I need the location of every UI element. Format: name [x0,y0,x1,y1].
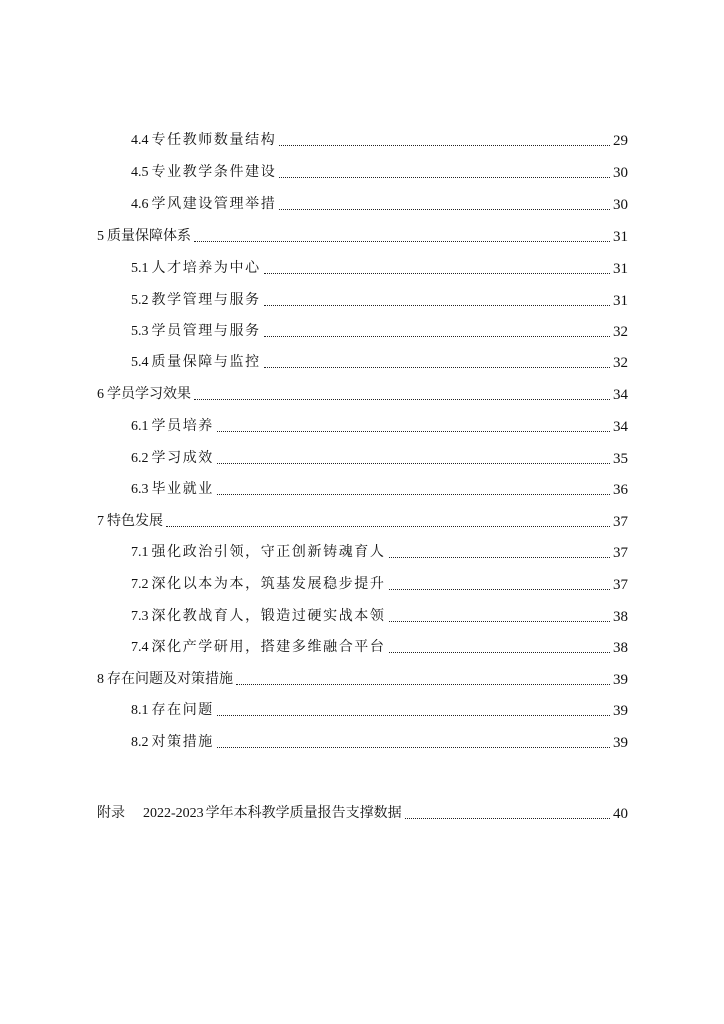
toc-page-number: 37 [613,545,628,561]
dot-leader [217,747,610,748]
toc-entry-title: 7 特色发展 [97,513,163,529]
toc-entry-8-1[interactable] [131,700,628,720]
toc-entry-8[interactable] [97,669,628,689]
appendix-year: 2022-2023 [143,806,204,821]
dot-leader [194,241,610,242]
toc-entry-title: 6.2 学习成效 [131,450,214,466]
toc-page-number: 29 [613,133,628,149]
toc-page-number: 39 [613,735,628,751]
toc-entry-5-1[interactable] [131,258,628,278]
toc-entry-6-2[interactable] [131,448,628,468]
toc-page-number: 36 [613,482,628,498]
toc-entry-5-4[interactable] [131,352,628,372]
toc-entry-title: 6.1 学员培养 [131,418,214,434]
appendix-label: 附录 [97,805,125,821]
dot-leader [279,209,610,210]
dot-leader [389,621,611,622]
toc-page-number: 34 [613,419,628,435]
dot-leader [405,818,610,819]
toc-entry-6-1[interactable] [131,416,628,436]
toc-entry-6[interactable] [97,384,628,404]
toc-entry-7-3[interactable] [131,606,628,626]
dot-leader [389,652,611,653]
toc-entry-4-4[interactable] [131,130,628,150]
toc-entry-title: 5.2 教学管理与服务 [131,292,261,308]
dot-leader [264,367,610,368]
toc-entry-5[interactable] [97,226,628,246]
toc-entry-title: 8 存在问题及对策措施 [97,671,233,687]
dot-leader [264,336,610,337]
toc-entry-title: 4.6 学风建设管理举措 [131,196,277,212]
dot-leader [166,526,610,527]
toc-page-number: 30 [613,165,628,181]
toc-page-number: 31 [613,229,628,245]
toc-entry-title: 6 学员学习效果 [97,386,191,402]
toc-entry-6-3[interactable] [131,479,628,499]
toc-entry-title: 7.3 深化教战育人，锻造过硬实战本领 [131,608,386,624]
toc-entry-5-3[interactable] [131,321,628,341]
appendix-title: 学年本科教学质量报告支撑数据 [205,805,402,821]
toc-page-number: 34 [613,387,628,403]
toc-entry-7-1[interactable] [131,542,628,562]
toc-page-number: 31 [613,293,628,309]
dot-leader [264,305,610,306]
toc-page-number: 32 [613,355,628,371]
toc-entry-title: 7.1 强化政治引领，守正创新铸魂育人 [131,544,386,560]
toc-page-number: 38 [613,640,628,656]
toc-page-number: 40 [613,806,628,822]
dot-leader [279,177,610,178]
dot-leader [217,494,610,495]
dot-leader [264,273,610,274]
dot-leader [279,145,610,146]
toc-entry-7-4[interactable] [131,637,628,657]
toc-entry-title: 7.4 深化产学研用，搭建多维融合平台 [131,639,386,655]
toc-page-number: 35 [613,451,628,467]
toc-entry-title: 7.2 深化以本为本，筑基发展稳步提升 [131,576,386,592]
toc-entry-appendix[interactable] [97,803,628,823]
toc-entry-title: 4.4 专任教师数量结构 [131,132,277,148]
toc-page-number: 31 [613,261,628,277]
dot-leader [236,684,610,685]
dot-leader [194,399,610,400]
toc-entry-7-2[interactable] [131,574,628,594]
dot-leader [217,463,610,464]
toc-page-number: 37 [613,514,628,530]
toc-entry-title: 5.4 质量保障与监控 [131,354,261,370]
toc-entry-title: 5.3 学员管理与服务 [131,323,261,339]
dot-leader [389,589,611,590]
toc-entry-title: 5.1 人才培养为中心 [131,260,261,276]
dot-leader [217,431,610,432]
toc-entry-title: 8.2 对策措施 [131,734,214,750]
toc-page-number: 32 [613,324,628,340]
toc-entry-7[interactable] [97,511,628,531]
toc-entry-title [97,804,402,823]
toc-page-number: 37 [613,577,628,593]
toc-entry-4-5[interactable] [131,162,628,182]
toc-page-number: 39 [613,672,628,688]
toc-entry-title: 8.1 存在问题 [131,702,214,718]
dot-leader [389,557,611,558]
toc-page-number: 38 [613,609,628,625]
toc-entry-4-6[interactable] [131,194,628,214]
toc-entry-5-2[interactable] [131,290,628,310]
dot-leader [217,715,610,716]
toc-entry-title: 5 质量保障体系 [97,228,191,244]
toc-entry-8-2[interactable] [131,732,628,752]
toc-entry-title: 6.3 毕业就业 [131,481,214,497]
toc-page-number: 39 [613,703,628,719]
toc-page-number: 30 [613,197,628,213]
toc-entry-title: 4.5 专业教学条件建设 [131,164,277,180]
